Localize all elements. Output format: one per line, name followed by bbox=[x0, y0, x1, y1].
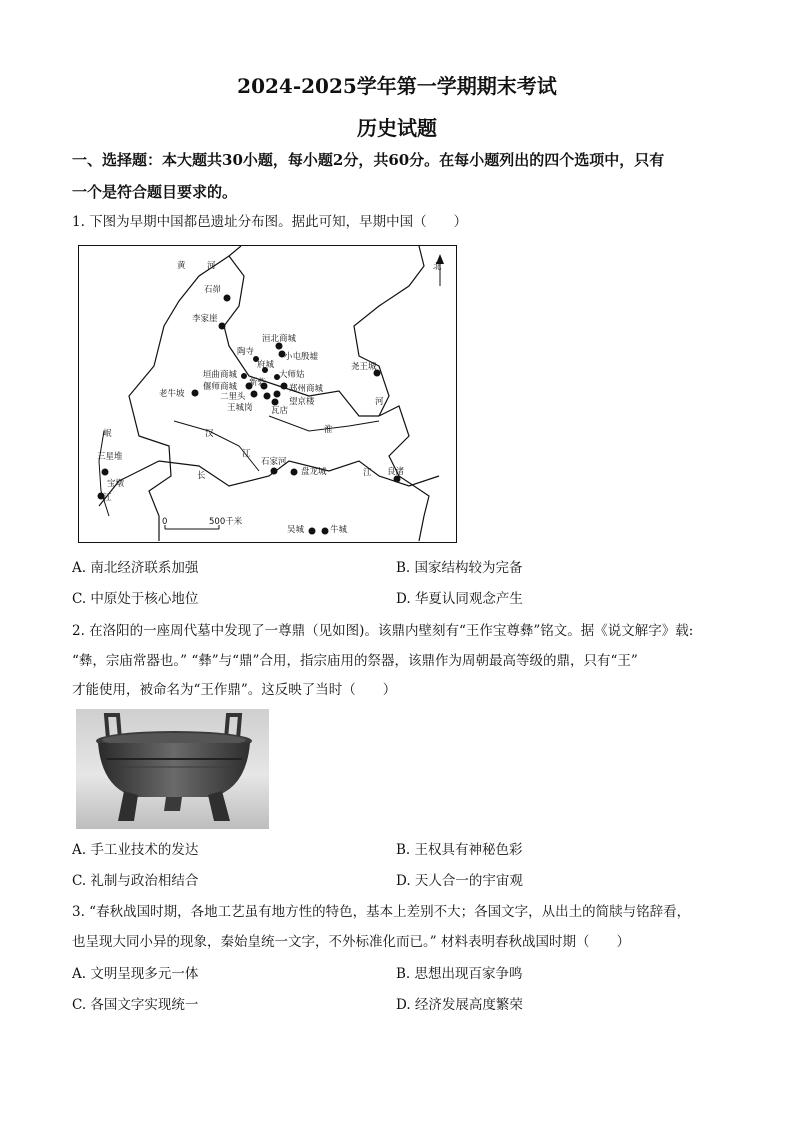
q1-option-c: C. 中原处于核心地位 bbox=[72, 591, 199, 607]
map-label: 陶寺 bbox=[237, 347, 255, 357]
map-label: 淮 bbox=[324, 425, 333, 435]
site-wangchenggang bbox=[264, 393, 271, 400]
q2-line3: 才能使用，被命名为“王作鼎”。这反映了当时（ ） bbox=[72, 682, 397, 698]
map-label: 河 bbox=[207, 261, 216, 271]
q3-option-a: A. 文明呈现多元一体 bbox=[72, 966, 199, 982]
exam-title: 2024-2025学年第一学期期末考试 bbox=[237, 74, 557, 98]
q3-option-c: C. 各国文字实现统一 bbox=[72, 997, 199, 1013]
site-niucheng bbox=[322, 528, 329, 535]
q2-line2: “彝，宗庙常器也。” “彝”与“鼎”合用，指宗庙用的祭器，该鼎作为周朝最高等级的鼎，只有“王” bbox=[72, 653, 638, 669]
q3-line2: 也呈现大同小异的现象，秦始皇统一文字，不外标准化而已。” 材料表明春秋战国时期（ ） bbox=[72, 934, 630, 950]
map-label: 江 bbox=[103, 493, 112, 503]
map-label: 江 bbox=[363, 468, 372, 478]
map-label: 李家崖 bbox=[192, 314, 218, 324]
q1-stem: 1. 下图为早期中国都邑遗址分布图。据此可知，早期中国（ ） bbox=[72, 214, 468, 230]
site-sanxingdui bbox=[102, 469, 109, 476]
map-label: 偃师商城 bbox=[203, 382, 238, 392]
q1-map bbox=[78, 245, 457, 543]
map-label: 牛城 bbox=[330, 525, 348, 535]
map-label: 石峁 bbox=[204, 285, 222, 295]
scale-label: 500千米 bbox=[209, 517, 243, 527]
site-yuanqu bbox=[241, 373, 247, 379]
map-label: 良渚 bbox=[387, 467, 405, 477]
site-wangjinglou bbox=[274, 391, 281, 398]
map-label: 郑州商城 bbox=[289, 384, 324, 394]
map-label: 汉 bbox=[205, 429, 214, 439]
map-label: 尧王城 bbox=[351, 362, 377, 372]
map-label: 老牛坡 bbox=[159, 389, 185, 399]
site-erlitou bbox=[251, 391, 258, 398]
q1-option-d: D. 华夏认同观念产生 bbox=[396, 591, 523, 607]
q1-option-a: A. 南北经济联系加强 bbox=[72, 560, 199, 576]
section-heading-line1: 一、选择题：本大题共30小题，每小题2分，共60分。在每小题列出的四个选项中，只有 bbox=[72, 151, 665, 169]
site-laoniupo bbox=[192, 390, 199, 397]
map-label: 岷 bbox=[103, 429, 112, 439]
q3-option-b: B. 思想出现百家争鸣 bbox=[396, 966, 523, 982]
map-label: 垣曲商城 bbox=[203, 370, 238, 380]
map-label: 吴城 bbox=[287, 525, 305, 535]
scale-zero: 0 bbox=[162, 517, 168, 527]
q2-option-a: A. 手工业技术的发达 bbox=[72, 842, 199, 858]
map-label: 江 bbox=[242, 449, 251, 459]
q2-line1: 2. 在洛阳的一座周代墓中发现了一尊鼎（见如图)。该鼎内壁刻有“王作宝尊彝”铭文。据《说文解字》载: bbox=[72, 623, 694, 639]
map-label: 石家河 bbox=[261, 457, 287, 467]
q3-option-d: D. 经济发展高度繁荣 bbox=[396, 997, 523, 1013]
map-label: 宝墩 bbox=[107, 479, 125, 489]
map-label: 瓦店 bbox=[271, 406, 289, 416]
han-river bbox=[174, 421, 259, 471]
q2-option-c: C. 礼制与政治相结合 bbox=[72, 873, 199, 889]
exam-subtitle: 历史试题 bbox=[357, 116, 437, 140]
map-label: 新砦 bbox=[249, 378, 267, 388]
ding-photo bbox=[76, 709, 269, 829]
q3-line1: 3. “春秋战国时期，各地工艺虽有地方性的特色，基本上差别不大；各国文字，从出土的简牍与铭辞看， bbox=[72, 904, 691, 920]
site-panlongcheng bbox=[291, 469, 298, 476]
map-label: 洹北商城 bbox=[262, 334, 297, 344]
site-lijiaya bbox=[219, 323, 226, 330]
map-label: 河 bbox=[375, 397, 384, 407]
section-heading-line2: 一个是符合题目要求的。 bbox=[72, 183, 238, 201]
q2-option-d: D. 天人合一的宇宙观 bbox=[396, 873, 523, 889]
q1-option-b: B. 国家结构较为完备 bbox=[396, 560, 523, 576]
coastline bbox=[354, 246, 429, 541]
q2-option-b: B. 王权具有神秘色彩 bbox=[396, 842, 523, 858]
site-wucheng bbox=[309, 528, 316, 535]
map-label: 府城 bbox=[257, 360, 275, 370]
north-label: 北 bbox=[433, 262, 442, 272]
map-label: 望京楼 bbox=[289, 397, 315, 407]
site-zhengzhou bbox=[281, 383, 288, 390]
map-label: 盘龙城 bbox=[301, 467, 327, 477]
map-label: 小屯殷墟 bbox=[284, 352, 319, 362]
site-shimao bbox=[224, 295, 231, 302]
site-wadian bbox=[272, 399, 279, 406]
map-label: 长 bbox=[197, 471, 206, 481]
map-label: 二里头 bbox=[220, 392, 246, 402]
map-label: 大师姑 bbox=[279, 370, 305, 380]
map-label: 黄 bbox=[177, 261, 186, 271]
map-label: 三星堆 bbox=[97, 452, 123, 462]
site-shijiahe bbox=[271, 468, 278, 475]
map-label: 王城岗 bbox=[227, 403, 253, 413]
